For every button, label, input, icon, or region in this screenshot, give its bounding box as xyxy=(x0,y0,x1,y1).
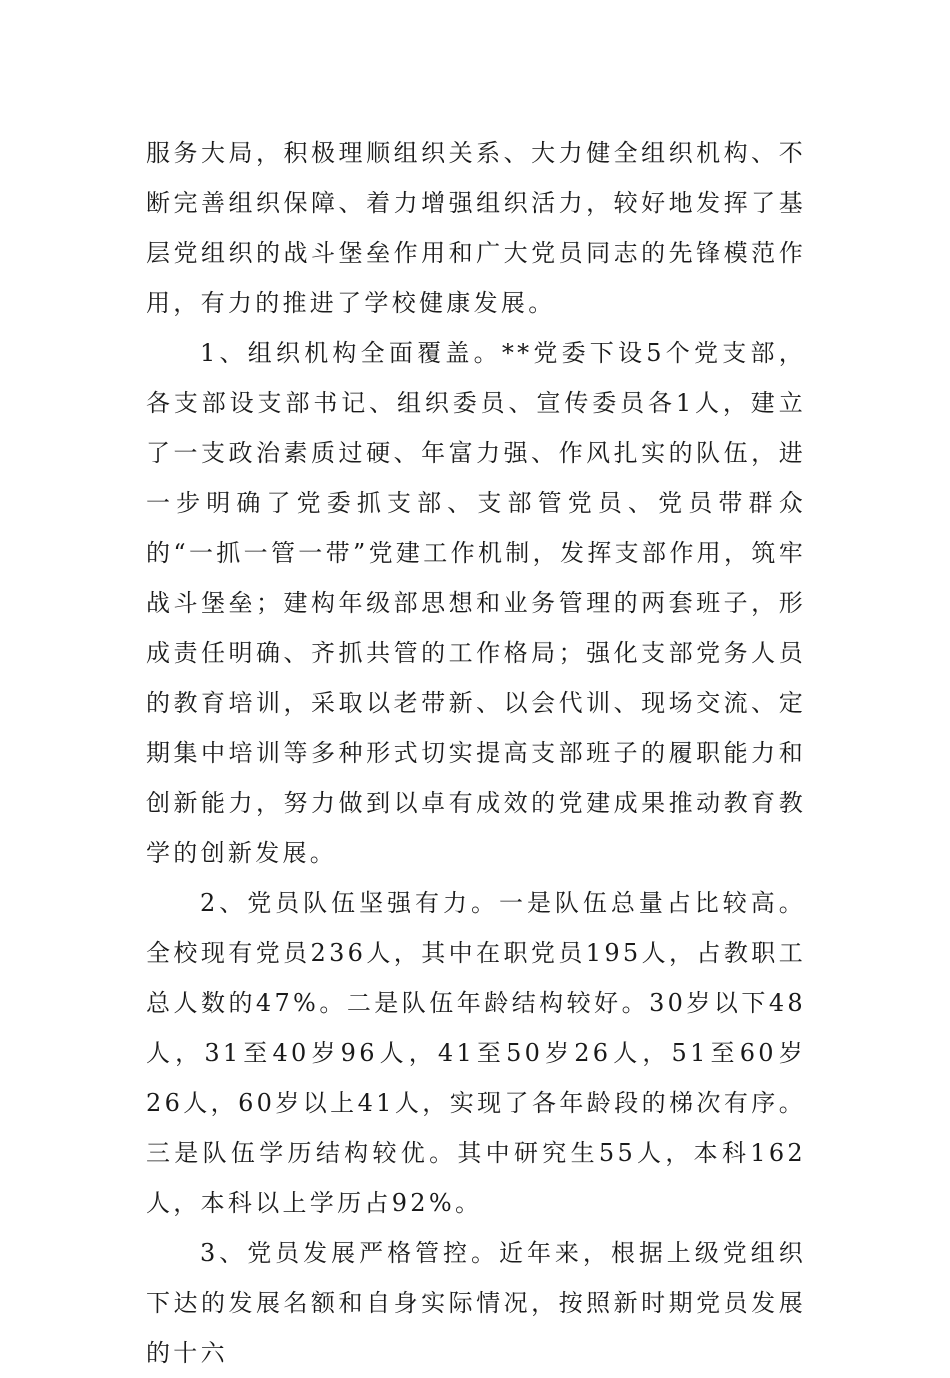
document-body xyxy=(146,128,806,1378)
paragraph-intro: 服务大局，积极理顺组织关系、大力健全组织机构、不断完善组织保障、着力增强组织活力，较好地发挥了基层党组织的战斗堡垒作用和广大党员同志的先锋模范作用，有力的推进了学校健康发展。 xyxy=(146,139,806,317)
paragraph-member-team: 2、党员队伍坚强有力。一是队伍总量占比较高。全校现有党员236人，其中在职党员195人，占教职工总人数的47%。二是队伍年龄结构较好。30岁以下48人，31至40岁96人，41至50岁26人，51至60岁26人，60岁以上41人，实现了各年龄段的梯次有序。三是队伍学历结构较优。其中研究生55人，本科162人，本科以上学历占92%。 xyxy=(146,889,806,1217)
paragraph-member-development: 3、党员发展严格管控。近年来，根据上级党组织下达的发展名额和自身实际情况，按照新时期党员发展的十六 xyxy=(146,1239,806,1367)
paragraph-organization-coverage: 1、组织机构全面覆盖。**党委下设5个党支部，各支部设支部书记、组织委员、宣传委员各1人，建立了一支政治素质过硬、年富力强、作风扎实的队伍，进一步明确了党委抓支部、支部管党员、党员带群众的“一抓一管一带”党建工作机制，发挥支部作用，筑牢战斗堡垒；建构年级部思想和业务管理的两套班子，形成责任明确、齐抓共管的工作格局；强化支部党务人员的教育培训，采取以老带新、以会代训、现场交流、定期集中培训等多种形式切实提高支部班子的履职能力和创新能力，努力做到以卓有成效的党建成果推动教育教学的创新发展。 xyxy=(146,339,806,867)
